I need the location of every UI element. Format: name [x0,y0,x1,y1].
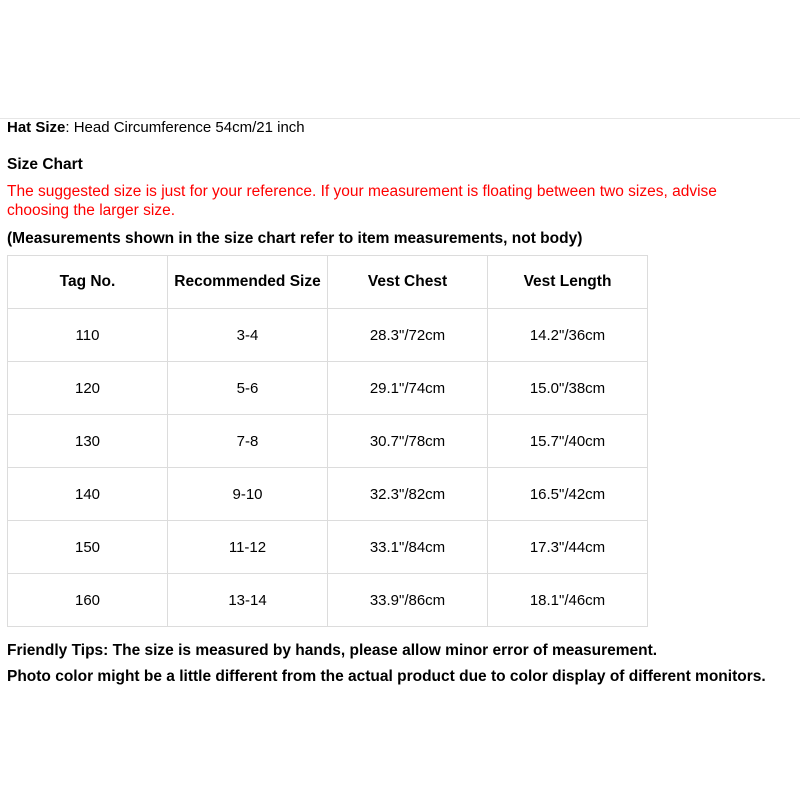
cell-tag-no: 160 [8,574,168,627]
header-vest-chest: Vest Chest [328,256,488,309]
size-chart-title: Size Chart [7,156,83,173]
cell-vest-length: 16.5"/42cm [488,468,648,521]
photo-color-note: Photo color might be a little different from the actual product due to color display of different monitors. [7,668,766,685]
cell-vest-chest: 29.1"/74cm [328,362,488,415]
cell-recommended-size: 11-12 [168,521,328,574]
table-row [8,521,648,574]
cell-vest-chest: 33.1"/84cm [328,521,488,574]
cell-vest-length: 18.1"/46cm [488,574,648,627]
cell-tag-no: 150 [8,521,168,574]
cell-tag-no: 140 [8,468,168,521]
cell-recommended-size: 13-14 [168,574,328,627]
friendly-tips: Friendly Tips: The size is measured by hands, please allow minor error of measurement. [7,642,658,659]
measurements-note: (Measurements shown in the size chart refer to item measurements, not body) [7,230,583,247]
cell-recommended-size: 7-8 [168,415,328,468]
cell-vest-chest: 32.3"/82cm [328,468,488,521]
cell-vest-length: 14.2"/36cm [488,309,648,362]
cell-recommended-size: 5-6 [168,362,328,415]
table-row [8,468,648,521]
size-table [7,255,648,627]
reference-note: The suggested size is just for your reference. If your measurement is floating between two sizes, advise choosing the larger size. [7,183,717,219]
table-row [8,415,648,468]
cell-vest-chest: 33.9"/86cm [328,574,488,627]
hat-size-line [7,118,305,137]
header-vest-length: Vest Length [488,256,648,309]
table-row [8,309,648,362]
header-recommended-size: Recommended Size [168,256,328,309]
cell-vest-length: 15.0"/38cm [488,362,648,415]
cell-tag-no: 120 [8,362,168,415]
cell-tag-no: 130 [8,415,168,468]
header-tag-no: Tag No. [8,256,168,309]
cell-recommended-size: 9-10 [168,468,328,521]
table-row [8,574,648,627]
cell-recommended-size: 3-4 [168,309,328,362]
table-row [8,362,648,415]
cell-vest-chest: 28.3"/72cm [328,309,488,362]
table-header-row [8,256,648,309]
cell-vest-length: 17.3"/44cm [488,521,648,574]
cell-tag-no: 110 [8,309,168,362]
cell-vest-chest: 30.7"/78cm [328,415,488,468]
hat-size-value: : Head Circumference 54cm/21 inch [65,119,305,136]
hat-size-label: Hat Size [7,119,66,136]
cell-vest-length: 15.7"/40cm [488,415,648,468]
